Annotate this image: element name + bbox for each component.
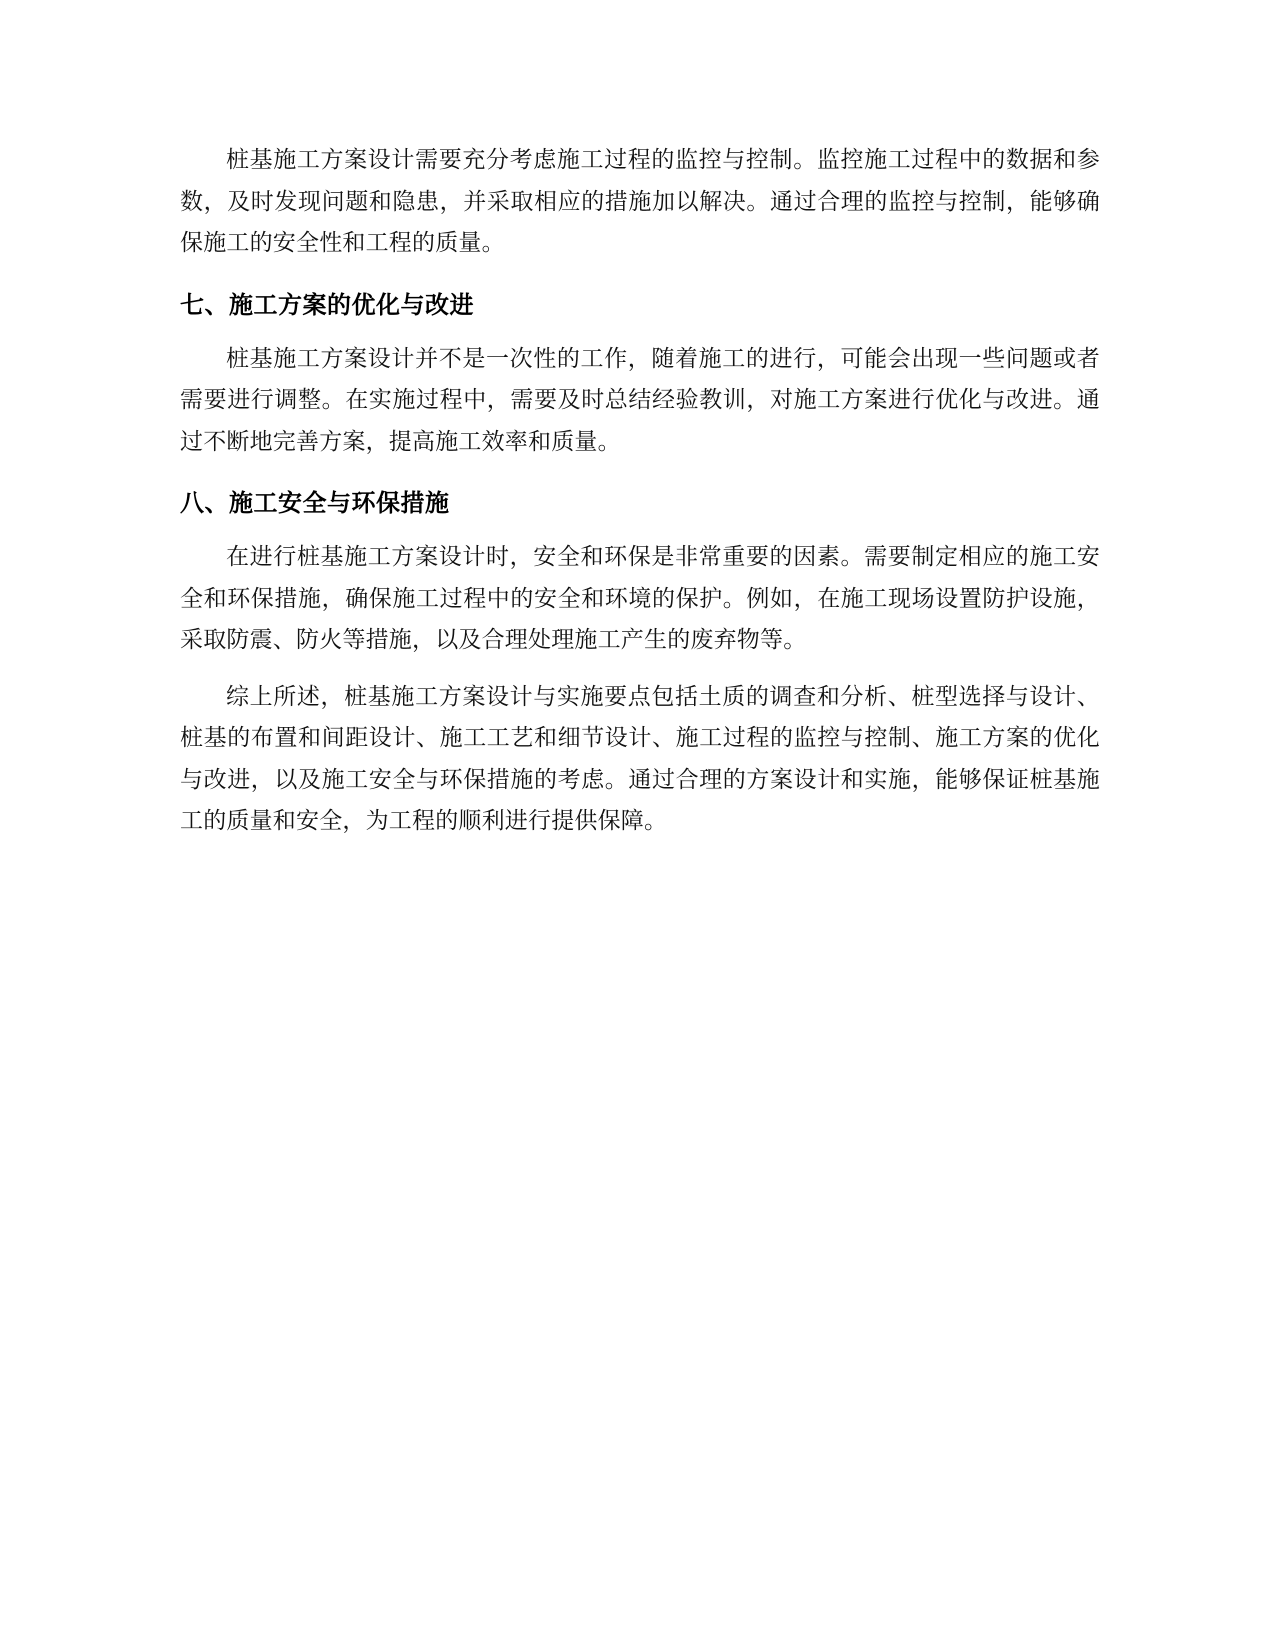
paragraph-monitoring-control: 桩基施工方案设计需要充分考虑施工过程的监控与控制。监控施工过程中的数据和参数，及时发现问题和隐患，并采取相应的措施加以解决。通过合理的监控与控制，能够确保施工的安全性和工程的质量。 [180,147,1100,256]
heading-section-7: 七、施工方案的优化与改进 [180,290,474,319]
paragraph-optimization: 桩基施工方案设计并不是一次性的工作，随着施工的进行，可能会出现一些问题或者需要进行调整。在实施过程中，需要及时总结经验教训，对施工方案进行优化与改进。通过不断地完善方案，提高施工效率和质量。 [180,345,1100,455]
document-page [180,140,1100,843]
heading-section-8: 八、施工安全与环保措施 [180,489,450,517]
paragraph-summary: 综上所述，桩基施工方案设计与实施要点包括土质的调查和分析、桩型选择与设计、桩基的布置和间距设计、施工工艺和细节设计、施工过程的监控与控制、施工方案的优化与改进，以及施工安全与环保措施的考虑。通过合理的方案设计和实施，能够保证桩基施工的质量和安全，为工程的顺利进行提供保障。 [180,683,1100,834]
paragraph-safety-environment: 在进行桩基施工方案设计时，安全和环保是非常重要的因素。需要制定相应的施工安全和环保措施，确保施工过程中的安全和环境的保护。例如，在施工现场设置防护设施，采取防震、防火等措施，以及合理处理施工产生的废弃物等。 [180,544,1100,653]
